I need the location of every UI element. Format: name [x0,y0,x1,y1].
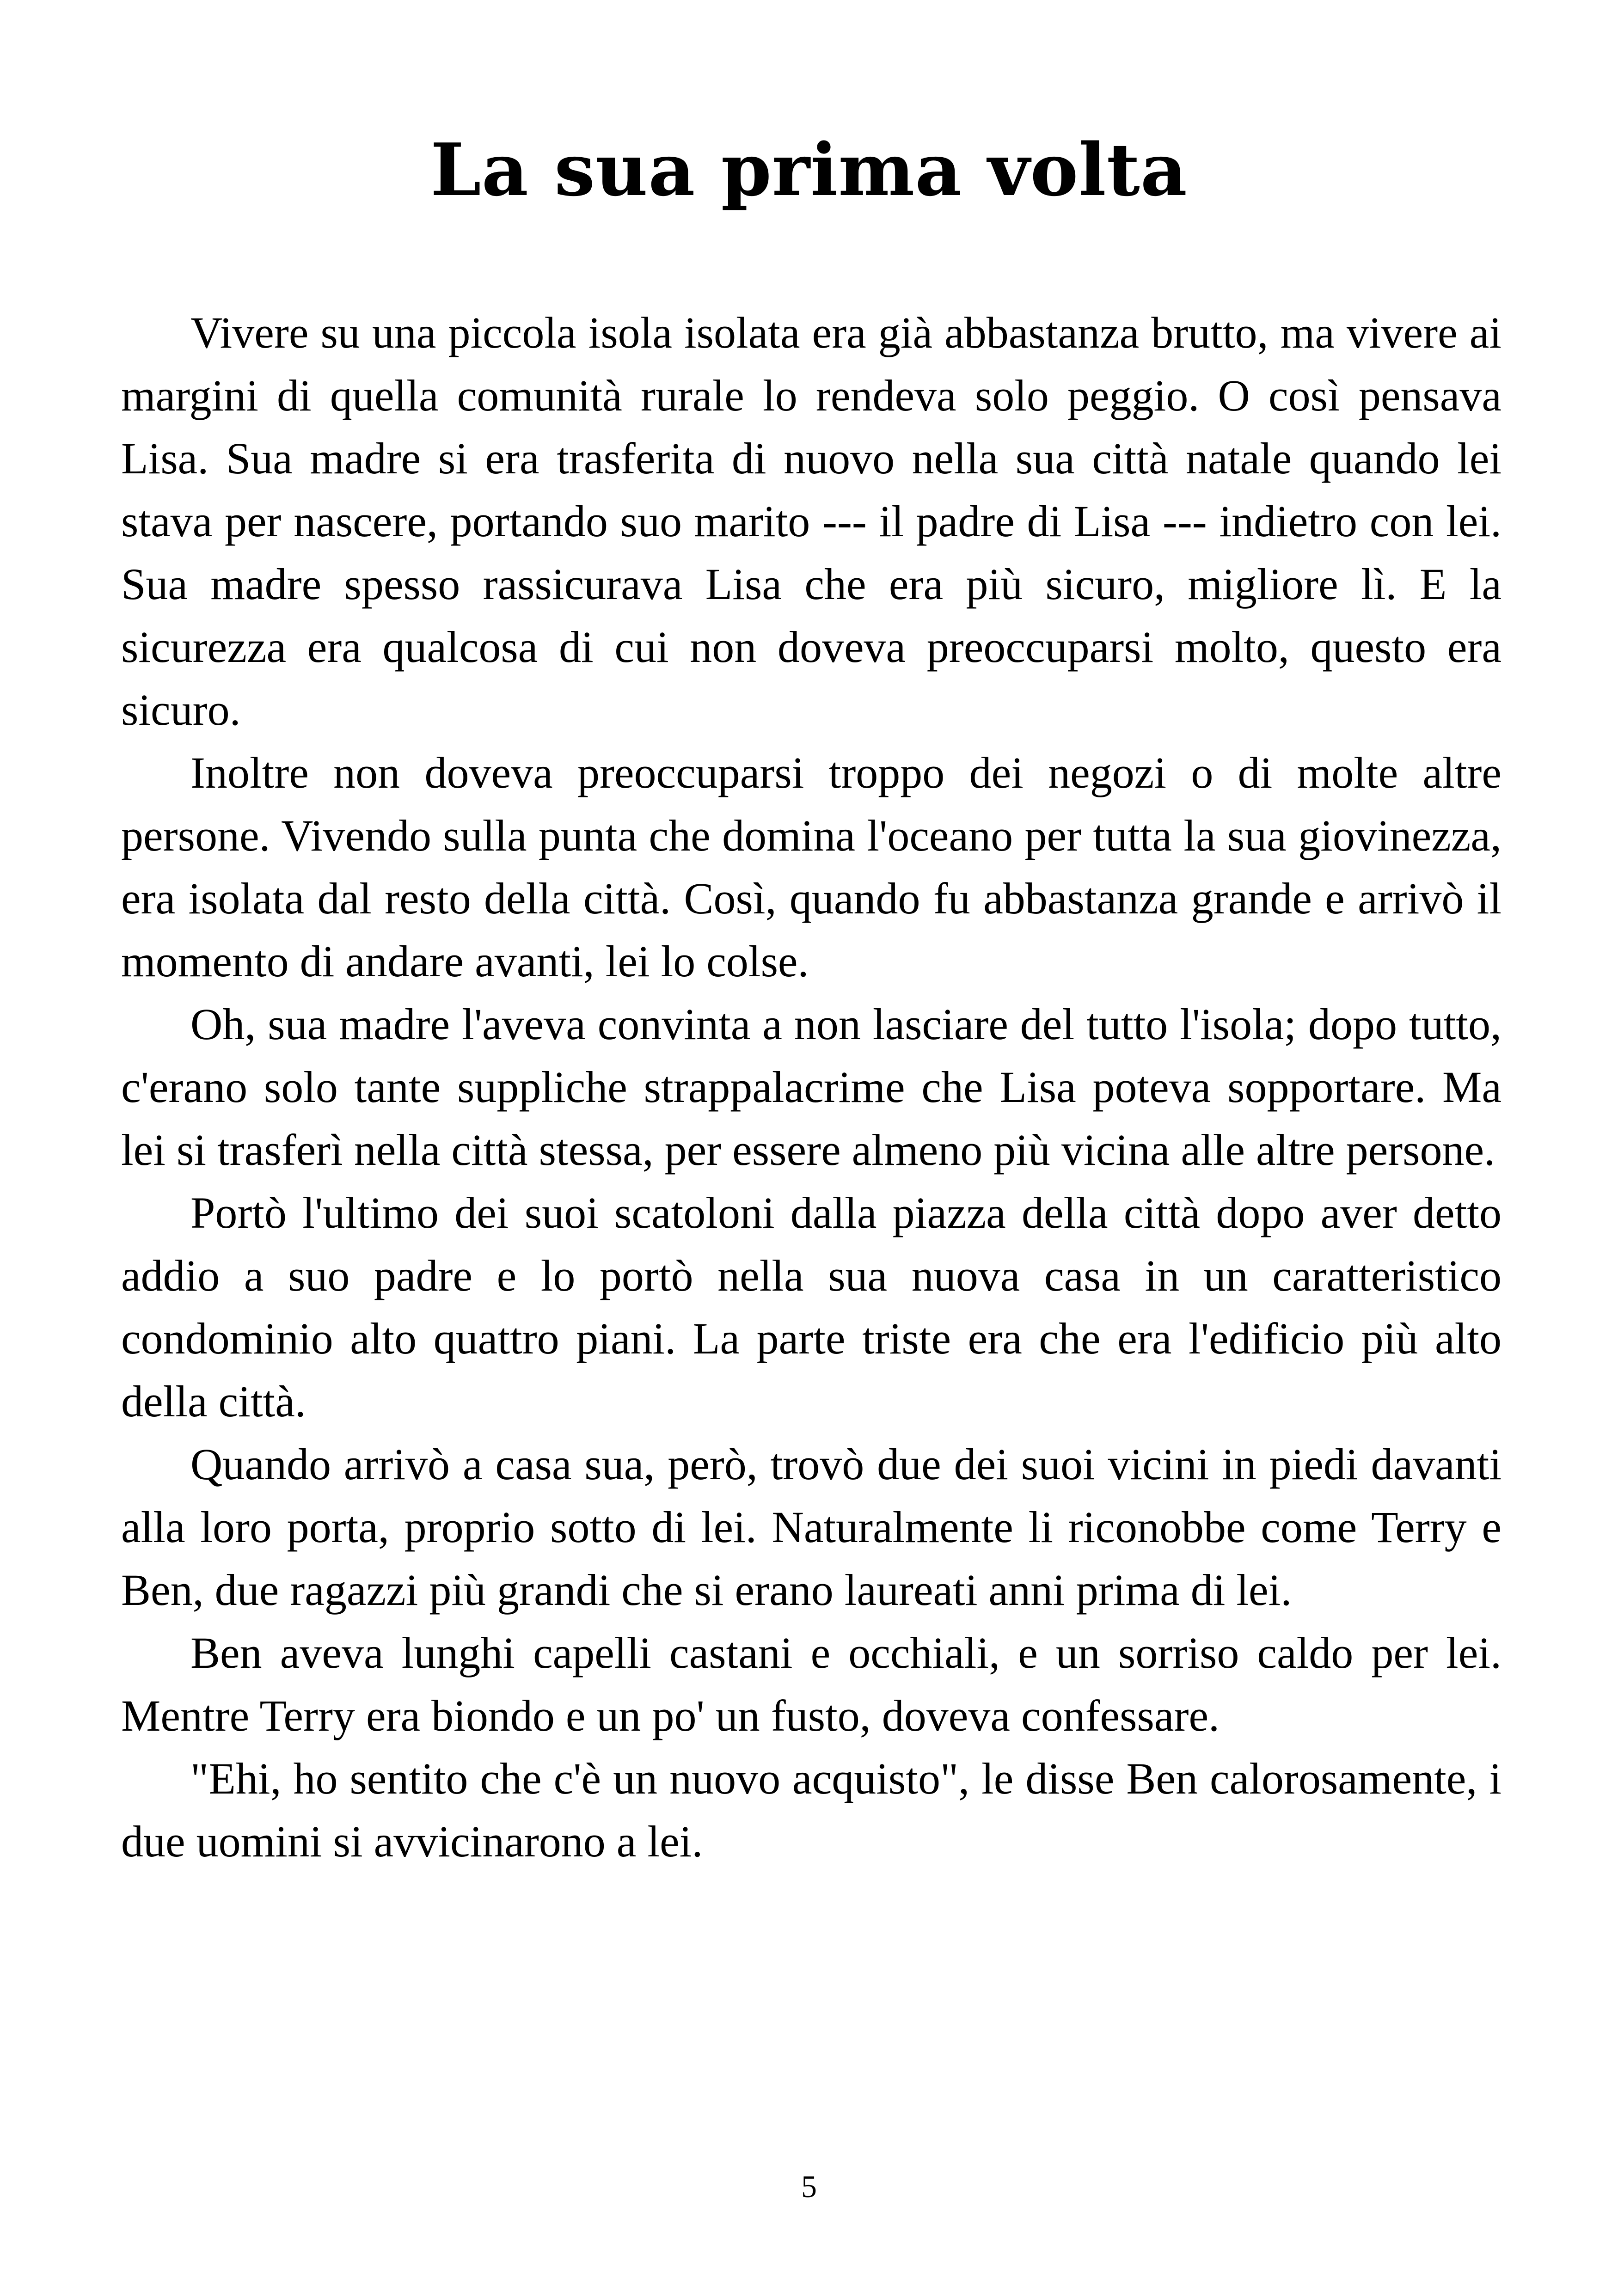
paragraph: Ben aveva lunghi capelli castani e occhiali, e un sorriso caldo per lei. Mentre Terry era biondo e un po' un fusto, doveva confessare. [121,1628,1502,1740]
paragraph: Vivere su una piccola isola isolata era già abbastanza brutto, ma vivere ai margini di quella comunità rurale lo rendeva solo peggio. O così pensava Lisa. Sua madre si era trasferita di nuovo nella sua città natale quando lei stava per nascere, portando suo marito --- il padre di Lisa --- indietro con lei. Sua madre spesso rassicurava Lisa che era più sicuro, migliore lì. E la sicurezza era qualcosa di cui non doveva preoccuparsi molto, questo era sicuro. [121,308,1502,735]
paragraph: Quando arrivò a casa sua, però, trovò due dei suoi vicini in piedi davanti alla loro porta, proprio sotto di lei. Naturalmente li riconobbe come Terry e Ben, due ragazzi più grandi che si erano laureati anni prima di lei. [121,1439,1502,1615]
chapter-body [121,301,1502,1873]
paragraph: "Ehi, ho sentito che c'è un nuovo acquisto", le disse Ben calorosamente, i due uomini si avvicinarono a lei. [121,1754,1502,1866]
paragraph: Oh, sua madre l'aveva convinta a non lasciare del tutto l'isola; dopo tutto, c'erano solo tante suppliche strappalacrime che Lisa poteva sopportare. Ma lei si trasferì nella città stessa, per essere almeno più vicina alle altre persone. [121,999,1502,1175]
paragraph: Portò l'ultimo dei suoi scatoloni dalla piazza della città dopo aver detto addio a suo padre e lo portò nella sua nuova casa in un caratteristico condominio alto quattro piani. La parte triste era che era l'edificio più alto della città. [121,1188,1502,1426]
page-number: 5 [801,2169,817,2204]
chapter-title: La sua prima volta [430,128,1188,212]
paragraph: Inoltre non doveva preoccuparsi troppo dei negozi o di molte altre persone. Vivendo sulla punta che domina l'oceano per tutta la sua giovinezza, era isolata dal resto della città. Così, quando fu abbastanza grande e arrivò il momento di andare avanti, lei lo colse. [121,748,1502,986]
